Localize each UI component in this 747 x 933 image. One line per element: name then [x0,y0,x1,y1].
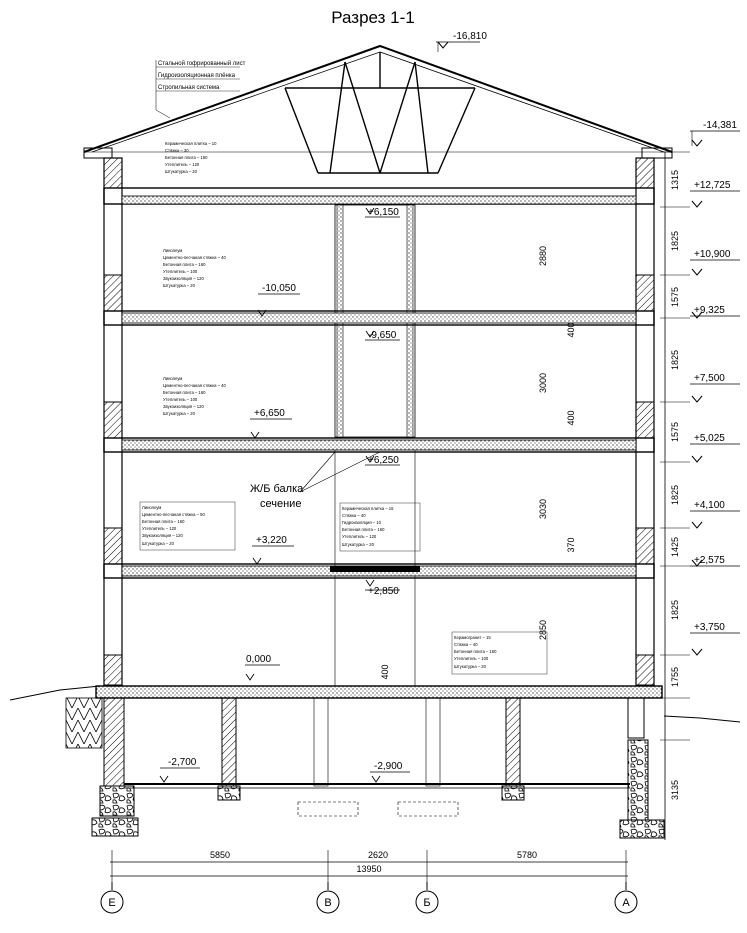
level-value: +6,650 [254,408,285,419]
svg-text:400: 400 [380,664,390,680]
roof-note: Стропильная система [158,85,220,91]
floor1-mid-notes [340,503,420,551]
level-mark [690,433,740,462]
span-dimension: 5780 [516,850,538,860]
svg-text:Стяжка – 40: Стяжка – 40 [342,513,366,518]
level-mark [690,373,740,402]
svg-text:Звукоизоляция – 120: Звукоизоляция – 120 [142,533,183,538]
svg-text:-16,810: -16,810 [453,31,487,42]
svg-text:Цементно-песчаная стяжка – 40: Цементно-песчаная стяжка – 40 [163,255,226,260]
svg-text:2880: 2880 [538,245,548,267]
roof-note: Стальной гофрированный лист [158,61,246,67]
svg-text:3000: 3000 [538,372,548,394]
span-dimension: 2620 [367,850,389,860]
svg-text:Штукатурка – 20: Штукатурка – 20 [163,283,195,288]
ground-notes [452,632,547,674]
level-value: 0,000 [246,654,272,665]
beam-callout [250,452,380,510]
svg-text:Стяжка – 40: Стяжка – 40 [454,642,478,647]
svg-text:Штукатурка – 20: Штукатурка – 20 [454,664,486,669]
svg-text:Стяжка – 30: Стяжка – 30 [165,148,189,153]
svg-text:Утеплитель – 100: Утеплитель – 100 [163,269,198,274]
svg-text:+4,100: +4,100 [694,500,725,511]
svg-text:1825: 1825 [670,230,680,252]
axis-label: Е [108,897,116,909]
svg-text:Бетонная плита – 160: Бетонная плита – 160 [165,155,208,160]
drawing-title: Разрез 1-1 [331,8,415,27]
svg-text:1825: 1825 [670,599,680,621]
floor3-notes [163,248,226,288]
svg-text:+5,025: +5,025 [694,433,725,444]
svg-text:370: 370 [566,537,576,553]
svg-text:Линолеум: Линолеум [142,505,162,510]
level-value: +3,220 [256,535,287,546]
attic-floor-notes [165,141,217,174]
svg-text:1575: 1575 [670,286,680,308]
svg-text:1425: 1425 [670,536,680,558]
svg-text:3135: 3135 [670,779,680,801]
floor1-left-notes [140,502,235,550]
floor2-notes [163,376,226,416]
axis-label: Б [423,897,431,909]
level-value: +6,250 [368,455,399,466]
svg-text:Утеплитель – 120: Утеплитель – 120 [165,162,200,167]
svg-text:+12,725: +12,725 [694,180,731,191]
svg-text:1825: 1825 [670,484,680,506]
level-mark [690,555,740,566]
svg-text:Гидроизоляция – 10: Гидроизоляция – 10 [342,520,381,525]
svg-text:Утеплитель – 120: Утеплитель – 120 [142,526,177,531]
svg-text:Штукатурка – 20: Штукатурка – 20 [163,411,195,416]
level-value: -2,700 [168,757,197,768]
svg-text:Штукатурка – 20: Штукатурка – 20 [142,541,174,546]
right-level-marks [436,31,740,655]
svg-text:-14,381: -14,381 [703,120,737,131]
axis-markers [101,882,637,913]
level-mark [690,622,740,655]
bottom-dimensions [110,850,628,882]
svg-text:+7,500: +7,500 [694,373,725,384]
level-mark [690,249,740,275]
svg-text:Цементно-песчаная стяжка – 50: Цементно-песчаная стяжка – 50 [142,512,205,517]
level-mark [690,305,740,318]
svg-text:Штукатурка – 20: Штукатурка – 20 [342,542,374,547]
svg-text:2850: 2850 [538,619,548,641]
total-dimension: 13950 [356,864,382,874]
span-dimension: 5850 [209,850,231,860]
beam-label-line2: сечение [260,498,302,510]
level-mark [690,180,740,207]
svg-text:Бетонная плита – 160: Бетонная плита – 160 [163,262,206,267]
axis-label: А [622,897,630,909]
svg-text:Звукоизоляция – 120: Звукоизоляция – 120 [163,404,204,409]
svg-text:Бетонная плита – 160: Бетонная плита – 160 [142,519,185,524]
svg-text:Штукатурка – 20: Штукатурка – 20 [165,169,197,174]
svg-text:400: 400 [566,322,576,338]
level-mark [690,120,740,146]
svg-text:3030: 3030 [538,498,548,520]
svg-text:+3,750: +3,750 [694,622,725,633]
axis-label: В [324,897,332,909]
level-value: -2,900 [374,761,403,772]
level-value: -9,650 [368,330,397,341]
svg-text:1825: 1825 [670,349,680,371]
svg-text:Утеплитель – 120: Утеплитель – 120 [342,534,377,539]
svg-text:+10,900: +10,900 [694,249,731,260]
svg-text:Линолеум: Линолеум [163,248,183,253]
svg-text:Бетонная плита – 160: Бетонная плита – 160 [454,649,497,654]
level-mark [436,31,487,52]
svg-text:1575: 1575 [670,421,680,443]
right-dimension-values [670,170,680,800]
svg-text:Линолеум: Линолеум [163,376,183,381]
svg-text:1315: 1315 [670,169,680,191]
svg-text:+2,575: +2,575 [694,555,725,566]
svg-text:Керамическая плитка – 10: Керамическая плитка – 10 [165,141,217,146]
svg-text:Керамогранит – 15: Керамогранит – 15 [454,635,491,640]
level-value: -10,050 [262,283,296,294]
svg-text:Утеплитель – 100: Утеплитель – 100 [454,656,489,661]
svg-text:Цементно-песчаная стяжка – 40: Цементно-песчаная стяжка – 40 [163,383,226,388]
level-value: +6,150 [368,207,399,218]
roof-note: Гидроизоляционная плёнка [158,73,235,79]
svg-text:Утеплитель – 100: Утеплитель – 100 [163,397,198,402]
svg-text:Звукоизоляция – 120: Звукоизоляция – 120 [163,276,204,281]
svg-text:1755: 1755 [670,666,680,688]
svg-text:Керамическая плитка – 15: Керамическая плитка – 15 [342,506,394,511]
svg-text:Бетонная плита – 160: Бетонная плита – 160 [342,527,385,532]
beam-label-line1: Ж/Б балка [250,483,304,495]
svg-text:Бетонная плита – 160: Бетонная плита – 160 [163,390,206,395]
svg-text:+9,325: +9,325 [694,305,725,316]
level-value: +2,850 [368,586,399,597]
level-mark [690,500,740,528]
svg-text:400: 400 [566,410,576,426]
